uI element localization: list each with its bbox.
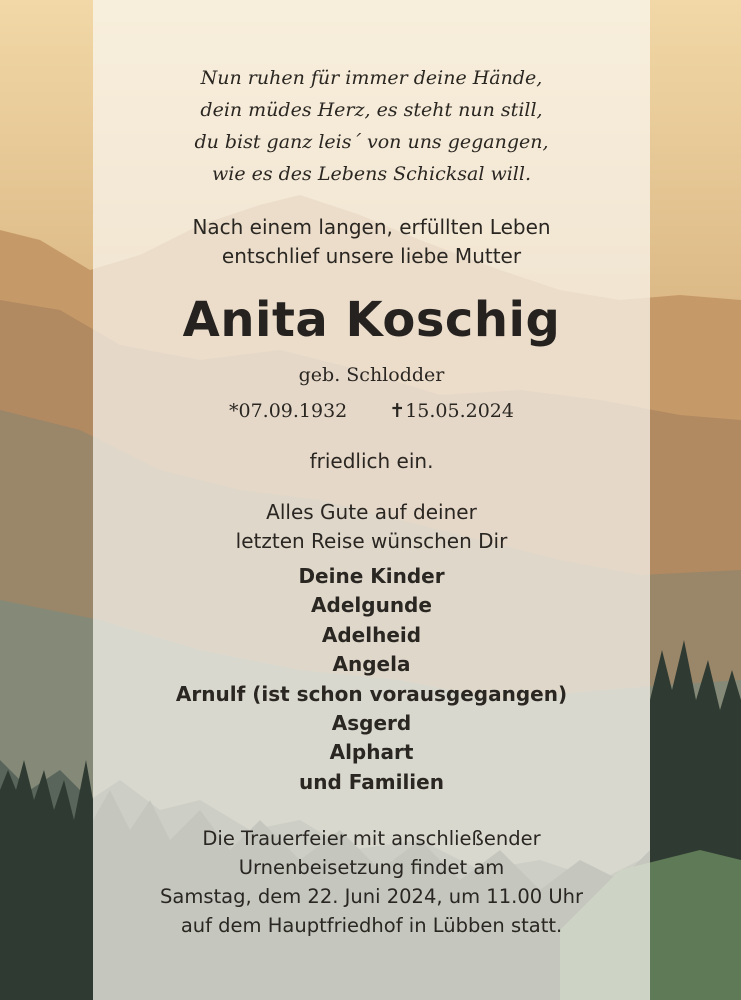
mourner-name: Adelheid [321,622,422,647]
poem-line: wie es des Lebens Schicksal will. [211,163,531,185]
farewell-wish [93,498,650,556]
wish-line: Alles Gute auf deiner [266,500,477,524]
mourner-name: Deine Kinder [298,564,445,588]
funeral-details [93,824,650,940]
birth-date: *07.09.1932 [228,400,348,422]
announcement-intro [93,213,650,271]
mourner-name: Adelgunde [311,593,432,618]
intro-line: Nach einem langen, erfüllten Leben [192,215,551,239]
poem-line: Nun ruhen für immer deine Hände, [200,67,543,89]
ceremony-line: Samstag, dem 22. Juni 2024, um 11.00 Uhr [160,885,583,908]
mourner-name: Alphart [329,740,414,765]
life-dates [93,397,650,426]
intro-line: entschlief unsere liebe Mutter [221,244,522,268]
obituary-notice [93,0,650,1000]
mourner-name: Angela [332,652,411,677]
birth-name: geb. Schlodder [298,364,445,386]
poem-line: du bist ganz leis´ von uns gegangen, [194,131,549,153]
mourners-list [93,562,650,797]
poem-line: dein müdes Herz, es steht nun still, [200,99,543,121]
memorial-poem [93,62,650,190]
ceremony-line: auf dem Hauptfriedhof in Lübben statt. [180,914,563,937]
ceremony-line: Urnenbeisetzung findet am [238,856,505,879]
mourner-name: Arnulf (ist schon vorausgegangen) [175,681,568,706]
wish-line: letzten Reise wünschen Dir [235,529,508,553]
peace-line: friedlich ein. [309,449,434,473]
ceremony-line: Die Trauerfeier mit anschließender [202,827,541,850]
death-date: ✝15.05.2024 [389,400,514,422]
mourner-name: und Familien [299,769,444,794]
deceased-name: Anita Koschig [182,292,561,348]
mourner-name: Asgerd [331,711,412,736]
